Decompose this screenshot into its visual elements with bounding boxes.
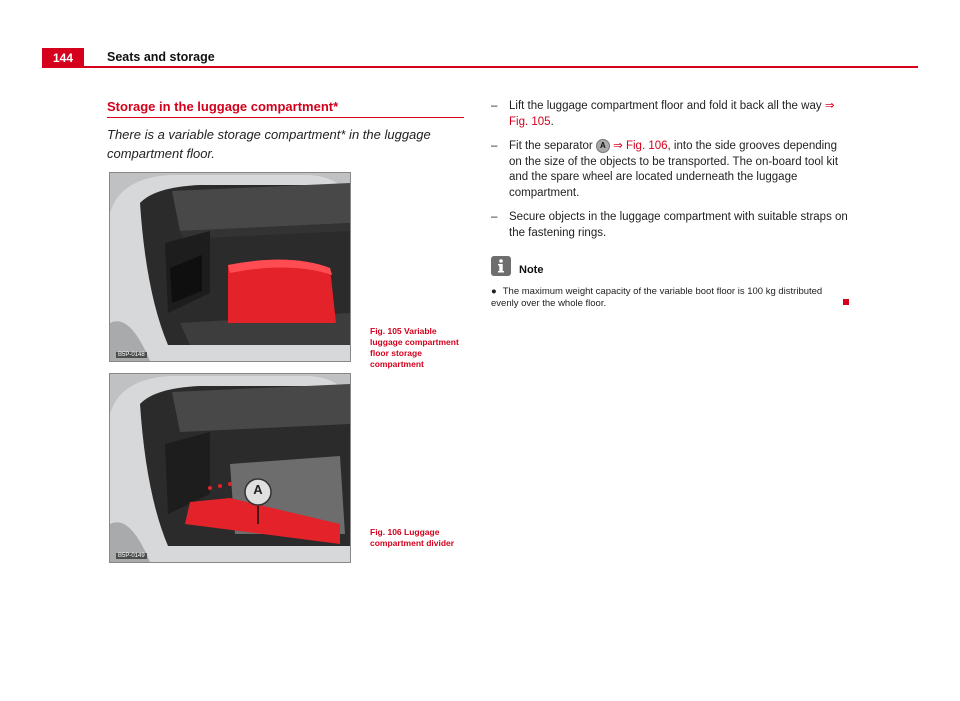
figure-105-caption: Fig. 105 Variable luggage compartment floor storage compartment [370, 326, 459, 369]
step-2-pre: Fit the separator [509, 140, 593, 152]
step-3 [491, 210, 851, 241]
page-number: 144 [42, 48, 84, 68]
figure-105-image [109, 172, 351, 362]
note-text [491, 286, 851, 310]
step-dash: – [491, 211, 498, 223]
step-1: – Lift the luggage compartment floor and fold it back all the way ⇒ Fig. 105. [491, 100, 835, 128]
note-bullet: ● [491, 286, 497, 297]
section-intro: There is a variable storage compartment* in the luggage compartment floor. [107, 127, 431, 161]
section-end-marker [843, 299, 849, 305]
step-2-post: , into the side grooves depending on the size of the objects to be transported. The on-board tool kit and the spare wheel are located underneath the luggage compartment. [509, 140, 839, 199]
section-title: Storage in the luggage compartment* [107, 99, 339, 114]
instruction-steps [491, 99, 851, 250]
header-divider [84, 66, 918, 68]
note-box [491, 256, 851, 310]
figure-106-caption: Fig. 106 Luggage compartment divider [370, 527, 455, 548]
figure-106-callout: A [253, 482, 263, 497]
fig-106-link[interactable]: ⇒ Fig. 106 [613, 140, 668, 152]
figure-106-code: B5P-0149 [118, 553, 145, 559]
step-1-text: Lift the luggage compartment floor and fold it back all the way [509, 100, 822, 112]
step-2 [491, 139, 851, 201]
separator-a-badge: A [596, 139, 610, 153]
step-dash: – [491, 100, 498, 112]
note-label: Note [519, 264, 544, 276]
note-body-text: The maximum weight capacity of the variable boot floor is 100 kg distributed evenly over the whole floor. [491, 286, 823, 309]
chapter-title: Seats and storage [107, 50, 215, 64]
figure-105-code: B5P-0148 [118, 352, 145, 358]
step-3-text: Secure objects in the luggage compartment with suitable straps on the fastening rings. [509, 211, 848, 239]
step-dash: – [491, 140, 498, 152]
section-divider [107, 117, 464, 118]
fig-105-link[interactable]: ⇒ Fig. 105 [509, 100, 835, 128]
figure-106-image [109, 373, 351, 563]
info-icon [491, 256, 511, 276]
